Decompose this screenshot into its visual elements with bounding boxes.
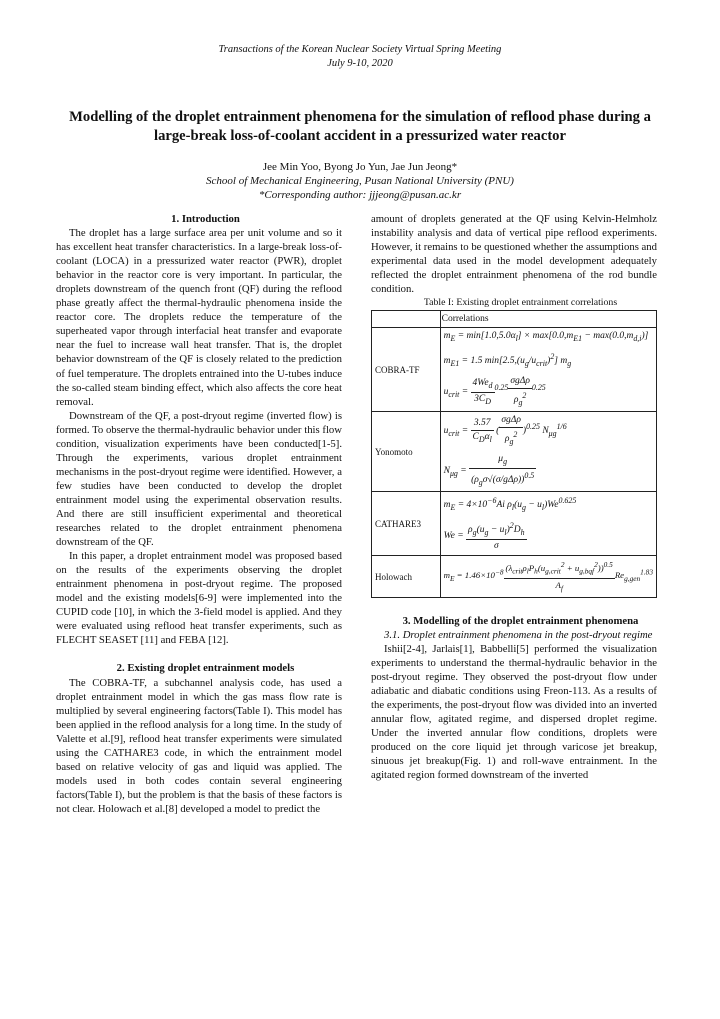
section-heading-existing-models: 2. Existing droplet entrainment models — [116, 662, 295, 675]
section-heading-introduction: 1. Introduction — [171, 213, 240, 225]
table-caption: Table I: Existing droplet entrainment correlations — [423, 297, 618, 309]
conference-header: Transactions of the Korean Nuclear Society Virtual Spring Meeting — [218, 44, 502, 55]
subsection-heading: 3.1. Droplet entrainment phenomena in the post-dryout regime — [384, 628, 653, 641]
equation-cell: $m_E = \min[1.0,5.0\alpha_l] \times \max[0.0,m_{E1} - \max(0.0,m_{d,i})]$ $m_{E1} = 1.5$ $\min[2.5,(u_g/u_{crit})^2]$ $m_g$ $u_{crit}$ = $\frac{4We_d}{3C_D}$ $^{0.25}$ $\frac{\text{σgΔρ}}{\rho_g^2}$ $^{0.25}$ — [440, 328, 656, 412]
equation-cell: $m_E = 4\times 10^{-6}Ai$ $\rho_l(u_g - u_l)We^{0.625}$ We = $\frac{\rho_g(u_g - u_l)^2D_h}{\sigma}$ — [440, 492, 656, 556]
model-name: Yonomoto — [372, 412, 441, 492]
paragraph: Ishii[2-4], Jarlais[1], Babbelli[5] performed the visualization experiments to understand the thermal-hydraulic behavior in the post-dryout regime. They observed the post-dryout flow under adiabatic and diabatic conditions using Freon-113. As a results of the experiments, the post-dryout flow was divided into an inverted annular flow, agitated regime, and dispersed droplet regime. Under the inverted annular flow conditions, droplets were produced on the core liquid jet through varicose jet breakup, sinuous jet breakup(Fig. 1) and roll-wave entrainment. In the agitated region formed downstream of the inverted — [371, 642, 657, 782]
section-heading-modelling: 3. Modelling of the droplet entrainment phenomena — [402, 614, 639, 627]
conference-date: July 9-10, 2020 — [327, 58, 393, 69]
author-affiliation: School of Mechanical Engineering, Pusan National University (PNU) — [206, 175, 514, 187]
author-names: Jee Min Yoo, Byong Jo Yun, Jae Jun Jeong* — [262, 161, 458, 173]
paragraph: In this paper, a droplet entrainment model was proposed based on the results of the experiments observing the droplet entrainment phenomena in post-dryout regime. The proposed model and the existing models[6-9] were implemented into the CUPID code [10], in which the 3-field model is applied. And they were evaluated using reflood heat transfer experiments, such as FLECHT SEASET [11] and FEBA [12]. — [56, 550, 342, 647]
model-name: COBRA-TF — [372, 328, 441, 412]
left-column — [56, 212, 342, 816]
model-name: Holowach — [372, 556, 441, 597]
equation-cell: $m_E = 1.46\times 10^{-8}$ $\frac{(\lambda_{crit}\rho_lP_h(u_{g,crit}^2 + u_{g,bqf}^2))^{0.5}}{A_f}$ $Re_{g,gen}^{1.83}$ — [440, 556, 656, 597]
correlations-table — [371, 310, 657, 598]
equation-cell: $u_{crit}$ = $\frac{3.57}{C_D\alpha_l}$ ( $\frac{\text{σgΔρ}}{\rho_g^2}$ )$^{0.25}$ $N_{\mu g}^{1/6}$ $N_{\mu g}$ = $\frac{\mu_g}{(\rho_g\sigma√(\sigma/g\Delta\rho))^{0.5}}$ — [440, 412, 656, 492]
author-block — [0, 160, 720, 202]
model-name: CATHARE3 — [372, 492, 441, 556]
paper-title: Modelling of the droplet entrainment phenomena for the simulation of reflood phase during a large-break loss-of-coolant accident in a pressurized water reactor — [69, 109, 651, 144]
table-header: Correlations — [440, 311, 656, 328]
paragraph: The droplet has a large surface area per unit volume and so it has excellent heat transfer characteristics. In a large-break loss-of-coolant (LOCA) in a pressurized water reactor (PWR), droplet behavior in the reactor core is very important. In particular, the droplets downstream of the quench front (QF) during the reflood phase greatly affect the thermal-hydraulic phenomena inside the reactor core. The droplets reduce the temperature of the superheated vapor through interfacial heat transfer and evaporate near the fuel to increase wall heat transfer. That is, the droplet behavior downstream of the QF is closely related to the prediction of fuel temperature. The droplets entrained into the U-tubes induce the so-called steam binding effect, which also affects the core heat removal. — [56, 227, 342, 408]
paragraph: The COBRA-TF, a subchannel analysis code, has used a droplet entrainment model in which the gas mass flow rate is multiplied by several engineering factors(Table I). This model has been applied in the reflood analysis for a long time. In the study of Valette et al.[9], reflood heat transfer experiments were simulated using the CATHARE3 code, in which the entrainment model based on relative velocity of gas and liquid was applied. The models used in both codes contain several engineering factors(Table I), but the problem is that the basis of these factors is not clear. Holowach et al.[8] developed a model to predict the — [56, 676, 342, 815]
right-column — [371, 212, 657, 782]
paragraph: Downstream of the QF, a post-dryout regime (inverted flow) is formed. To observe the thermal-hydraulic behavior under this flow condition, visualization experiments have been conducted[1-5]. Through the experiments, various droplet entrainment mechanisms in the post-dryout regime were identified. However, a few studies have been conducted to develop the droplet entrainment model using the experimental observation results. And there are still insufficient experimental and theoretical researches related to the droplet entrainment phenomena downstream of the QF. — [56, 409, 342, 549]
paragraph: amount of droplets generated at the QF using Kelvin-Helmholz instability analysis and data of vertical pipe reflood experiments. However, it remains to be questioned whether the assumptions and experimental data used in the model development adequately reflected the droplet entrainment phenomena of the rod bundle condition. — [371, 213, 657, 296]
corresponding-author: *Corresponding author: jjjeong@pusan.ac.kr — [258, 189, 462, 201]
